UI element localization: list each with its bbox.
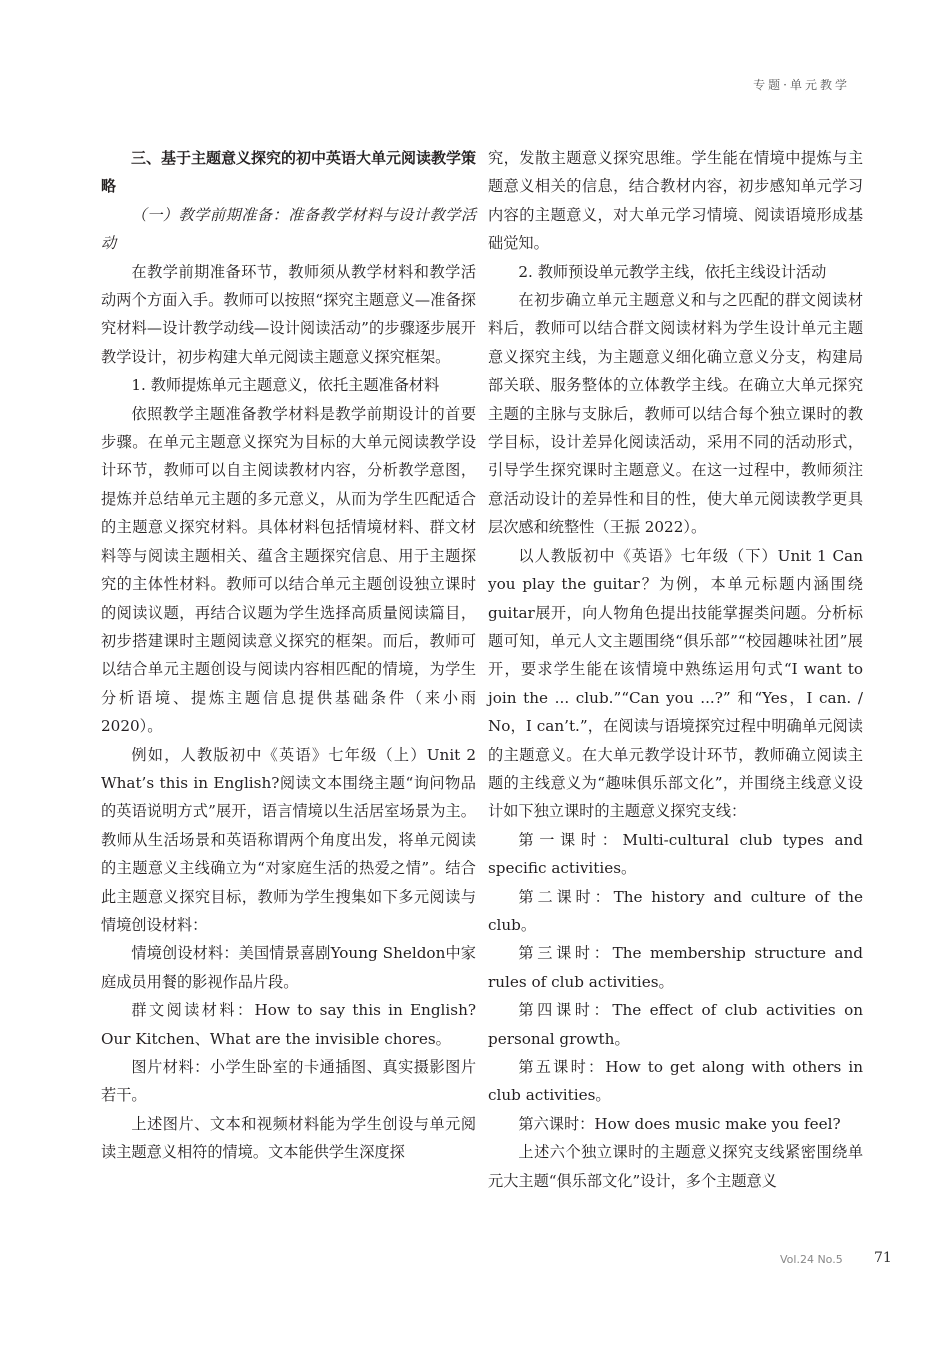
journal-column-header: 专题·单元教学 <box>753 78 850 92</box>
lesson-item: 第四课时：The effect of club activities on personal growth。 <box>488 1001 863 1048</box>
paragraph: 在初步确立单元主题意义和与之匹配的群文阅读材料后，教师可以结合群文阅读材料为学生设计单元主题意义探究主线，为主题意义细化确立意义分支，构建局部关联、服务整体的立体教学主线。在确立大单元探究主题的主脉与支脉后，教师可以结合每个独立课时的教学目标，设计差异化阅读活动，采用不同的活动形式，引导学生探究课时主题意义。在这一过程中，教师须注意活动设计的差异性和目的性，使大单元阅读教学更具层次感和统整性（王振 2022）。 <box>488 291 863 537</box>
material-item: 图片材料：小学生卧室的卡通插图、真实摄影图片若干。 <box>101 1058 476 1105</box>
lesson-item: 第五课时：How to get along with others in club activities。 <box>488 1058 863 1105</box>
section-heading: 三、基于主题意义探究的初中英语大单元阅读教学策略 <box>101 149 477 196</box>
paragraph: 在教学前期准备环节，教师须从教学材料和教学活动两个方面入手。教师可以按照“探究主题意义—准备探究材料—设计教学动线—设计阅读活动”的步骤逐步展开教学设计，初步构建大单元阅读主题意义探究框架。 <box>101 262 476 366</box>
paragraph: 以人教版初中《英语》七年级（下）Unit 1 Can you play the guitar？为例，本单元标题内涵围绕guitar展开，向人物角色提出技能掌握类问题。分析标题可知，单元人文主题围绕“俱乐部”“校园趣味社团”展开，要求学生能在该情境中熟练运用句式“I want to join the ... club.”“Can you ...?” 和“Yes，I can. / No，I can’t.”，在阅读与语境探究过程中明确单元阅读的主题意义。在大单元教学设计环节，教师确立阅读主题的主线意义为“趣味俱乐部文化”，并围绕主线意义设计如下独立课时的主题意义探究支线： <box>488 546 863 821</box>
paragraph: 上述六个独立课时的主题意义探究支线紧密围绕单元大主题“俱乐部文化”设计，多个主题意义 <box>488 1143 863 1190</box>
lesson-item: 第二课时：The history and culture of the club。 <box>488 887 863 934</box>
lesson-item: 第六课时：How does music make you feel? <box>518 1114 841 1133</box>
paragraph: 依照教学主题准备教学材料是教学前期设计的首要步骤。在单元主题意义探究为目标的大单元阅读教学设计环节，教师可以自主阅读教材内容，分析教学意图，提炼并总结单元主题的多元意义，从而为学生匹配适合的主题意义探究材料。具体材料包括情境材料、群文材料等与阅读主题相关、蕴含主题探究信息、用于主题探究的主体性材料。教师可以结合单元主题创设独立课时的阅读议题，再结合议题为学生选择高质量阅读篇目，初步搭建课时主题阅读意义探究的框架。而后，教师可以结合单元主题创设与阅读内容相匹配的情境，为学生分析语境、提炼主题信息提供基础条件（来小雨 2020）。 <box>101 404 476 736</box>
paragraph: 上述图片、文本和视频材料能为学生创设与单元阅读主题意义相符的情境。文本能供学生深度探 <box>101 1114 476 1162</box>
left-column <box>101 144 476 1167</box>
lesson-item: 第三课时：The membership structure and rules of club activities。 <box>488 944 863 991</box>
right-column <box>488 144 863 1195</box>
lesson-item: 第一课时：Multi-cultural club types and specific activities。 <box>488 830 863 878</box>
volume-label: Vol.24 No.5 <box>780 1253 843 1266</box>
numbered-heading: 2. 教师预设单元教学主线，依托主线设计活动 <box>518 262 827 281</box>
page-number: 71 <box>874 1250 892 1266</box>
material-item: 群文阅读材料：How to say this in English? Our Kitchen、What are the invisible chores。 <box>101 1001 476 1048</box>
numbered-heading: 1. 教师提炼单元主题意义，依托主题准备材料 <box>131 376 440 395</box>
subsection-heading: （一）教学前期准备：准备教学材料与设计教学活动 <box>101 205 476 253</box>
paragraph-continued: 究，发散主题意义探究思维。学生能在情境中提炼与主题意义相关的信息，结合教材内容，初步感知单元学习内容的主题意义，对大单元学习情境、阅读语境形成基础觉知。 <box>488 149 863 253</box>
material-item: 情境创设材料：美国情景喜剧Young Sheldon中家庭成员用餐的影视作品片段。 <box>101 944 476 991</box>
paragraph: 例如，人教版初中《英语》七年级（上）Unit 2 What’s this in English?阅读文本围绕主题“询问物品的英语说明方式”展开，语言情境以生活居室场景为主。教师从生活场景和英语称谓两个角度出发，将单元阅读的主题意义主线确立为“对家庭生活的热爱之情”。结合此主题意义探究目标，教师为学生搜集如下多元阅读与情境创设材料： <box>101 745 476 934</box>
